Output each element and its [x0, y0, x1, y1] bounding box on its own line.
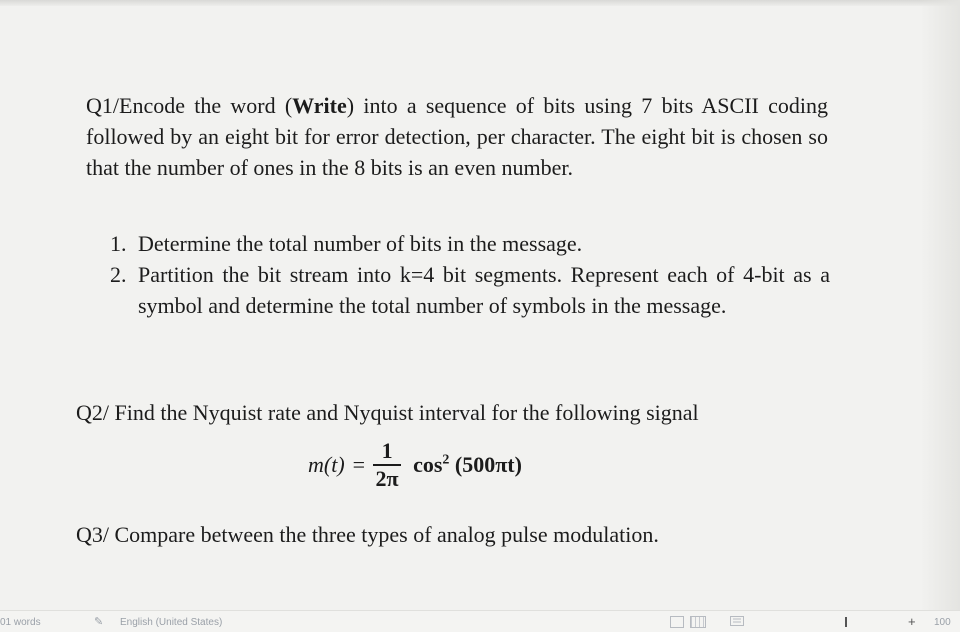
- language-indicator[interactable]: English (United States): [120, 617, 223, 628]
- zoom-level[interactable]: 100: [934, 617, 951, 628]
- fraction-numerator: 1: [381, 438, 393, 463]
- list-item-text: Determine the total number of bits in the message.: [138, 231, 583, 256]
- formula-fraction: [373, 438, 401, 492]
- proofing-icon[interactable]: ✎: [94, 616, 104, 628]
- page-edge-shadow: [920, 0, 960, 610]
- list-item: [110, 259, 830, 321]
- list-item-text: Partition the bit stream into k=4 bit segments. Represent each of 4-bit as a symbol and determine the total number of symbols in the message.: [138, 262, 830, 318]
- q1-paragraph: [86, 90, 828, 183]
- print-layout-icon[interactable]: [690, 616, 706, 628]
- formula-lhs: m(t): [308, 452, 345, 477]
- word-count[interactable]: 01 words: [0, 617, 41, 628]
- formula-power: 2: [442, 452, 450, 468]
- formula-equals: =: [352, 452, 366, 477]
- signal-formula: [308, 430, 522, 500]
- formula-argument: (500πt): [449, 452, 522, 477]
- list-item-number: 1.: [110, 231, 127, 256]
- q1-label: Q1/Encode the word (: [86, 93, 293, 118]
- q1-list: [110, 228, 830, 321]
- zoom-in-icon[interactable]: +: [908, 614, 916, 629]
- fraction-denominator: 2π: [375, 466, 399, 491]
- q2-paragraph: Q2/ Find the Nyquist rate and Nyquist interval for the following signal: [76, 400, 699, 425]
- document-page: [0, 6, 960, 610]
- formula-function-name: cos: [413, 452, 443, 477]
- status-bar: [0, 610, 960, 632]
- formula-function: [413, 452, 522, 478]
- list-item-number: 2.: [110, 262, 127, 287]
- q3-paragraph: Q3/ Compare between the three types of analog pulse modulation.: [76, 522, 659, 547]
- q1-body: ) into a sequence of bits using 7 bits ASCII coding followed by an eight bit for error detection, per character. The eight bit is chosen so that the number of ones in the 8 bits is an even number.: [86, 93, 828, 180]
- q1-word: Write: [292, 93, 347, 118]
- list-item: [110, 228, 830, 259]
- zoom-slider-handle[interactable]: [845, 617, 847, 627]
- web-layout-icon[interactable]: [730, 616, 744, 626]
- read-mode-icon[interactable]: [670, 616, 684, 628]
